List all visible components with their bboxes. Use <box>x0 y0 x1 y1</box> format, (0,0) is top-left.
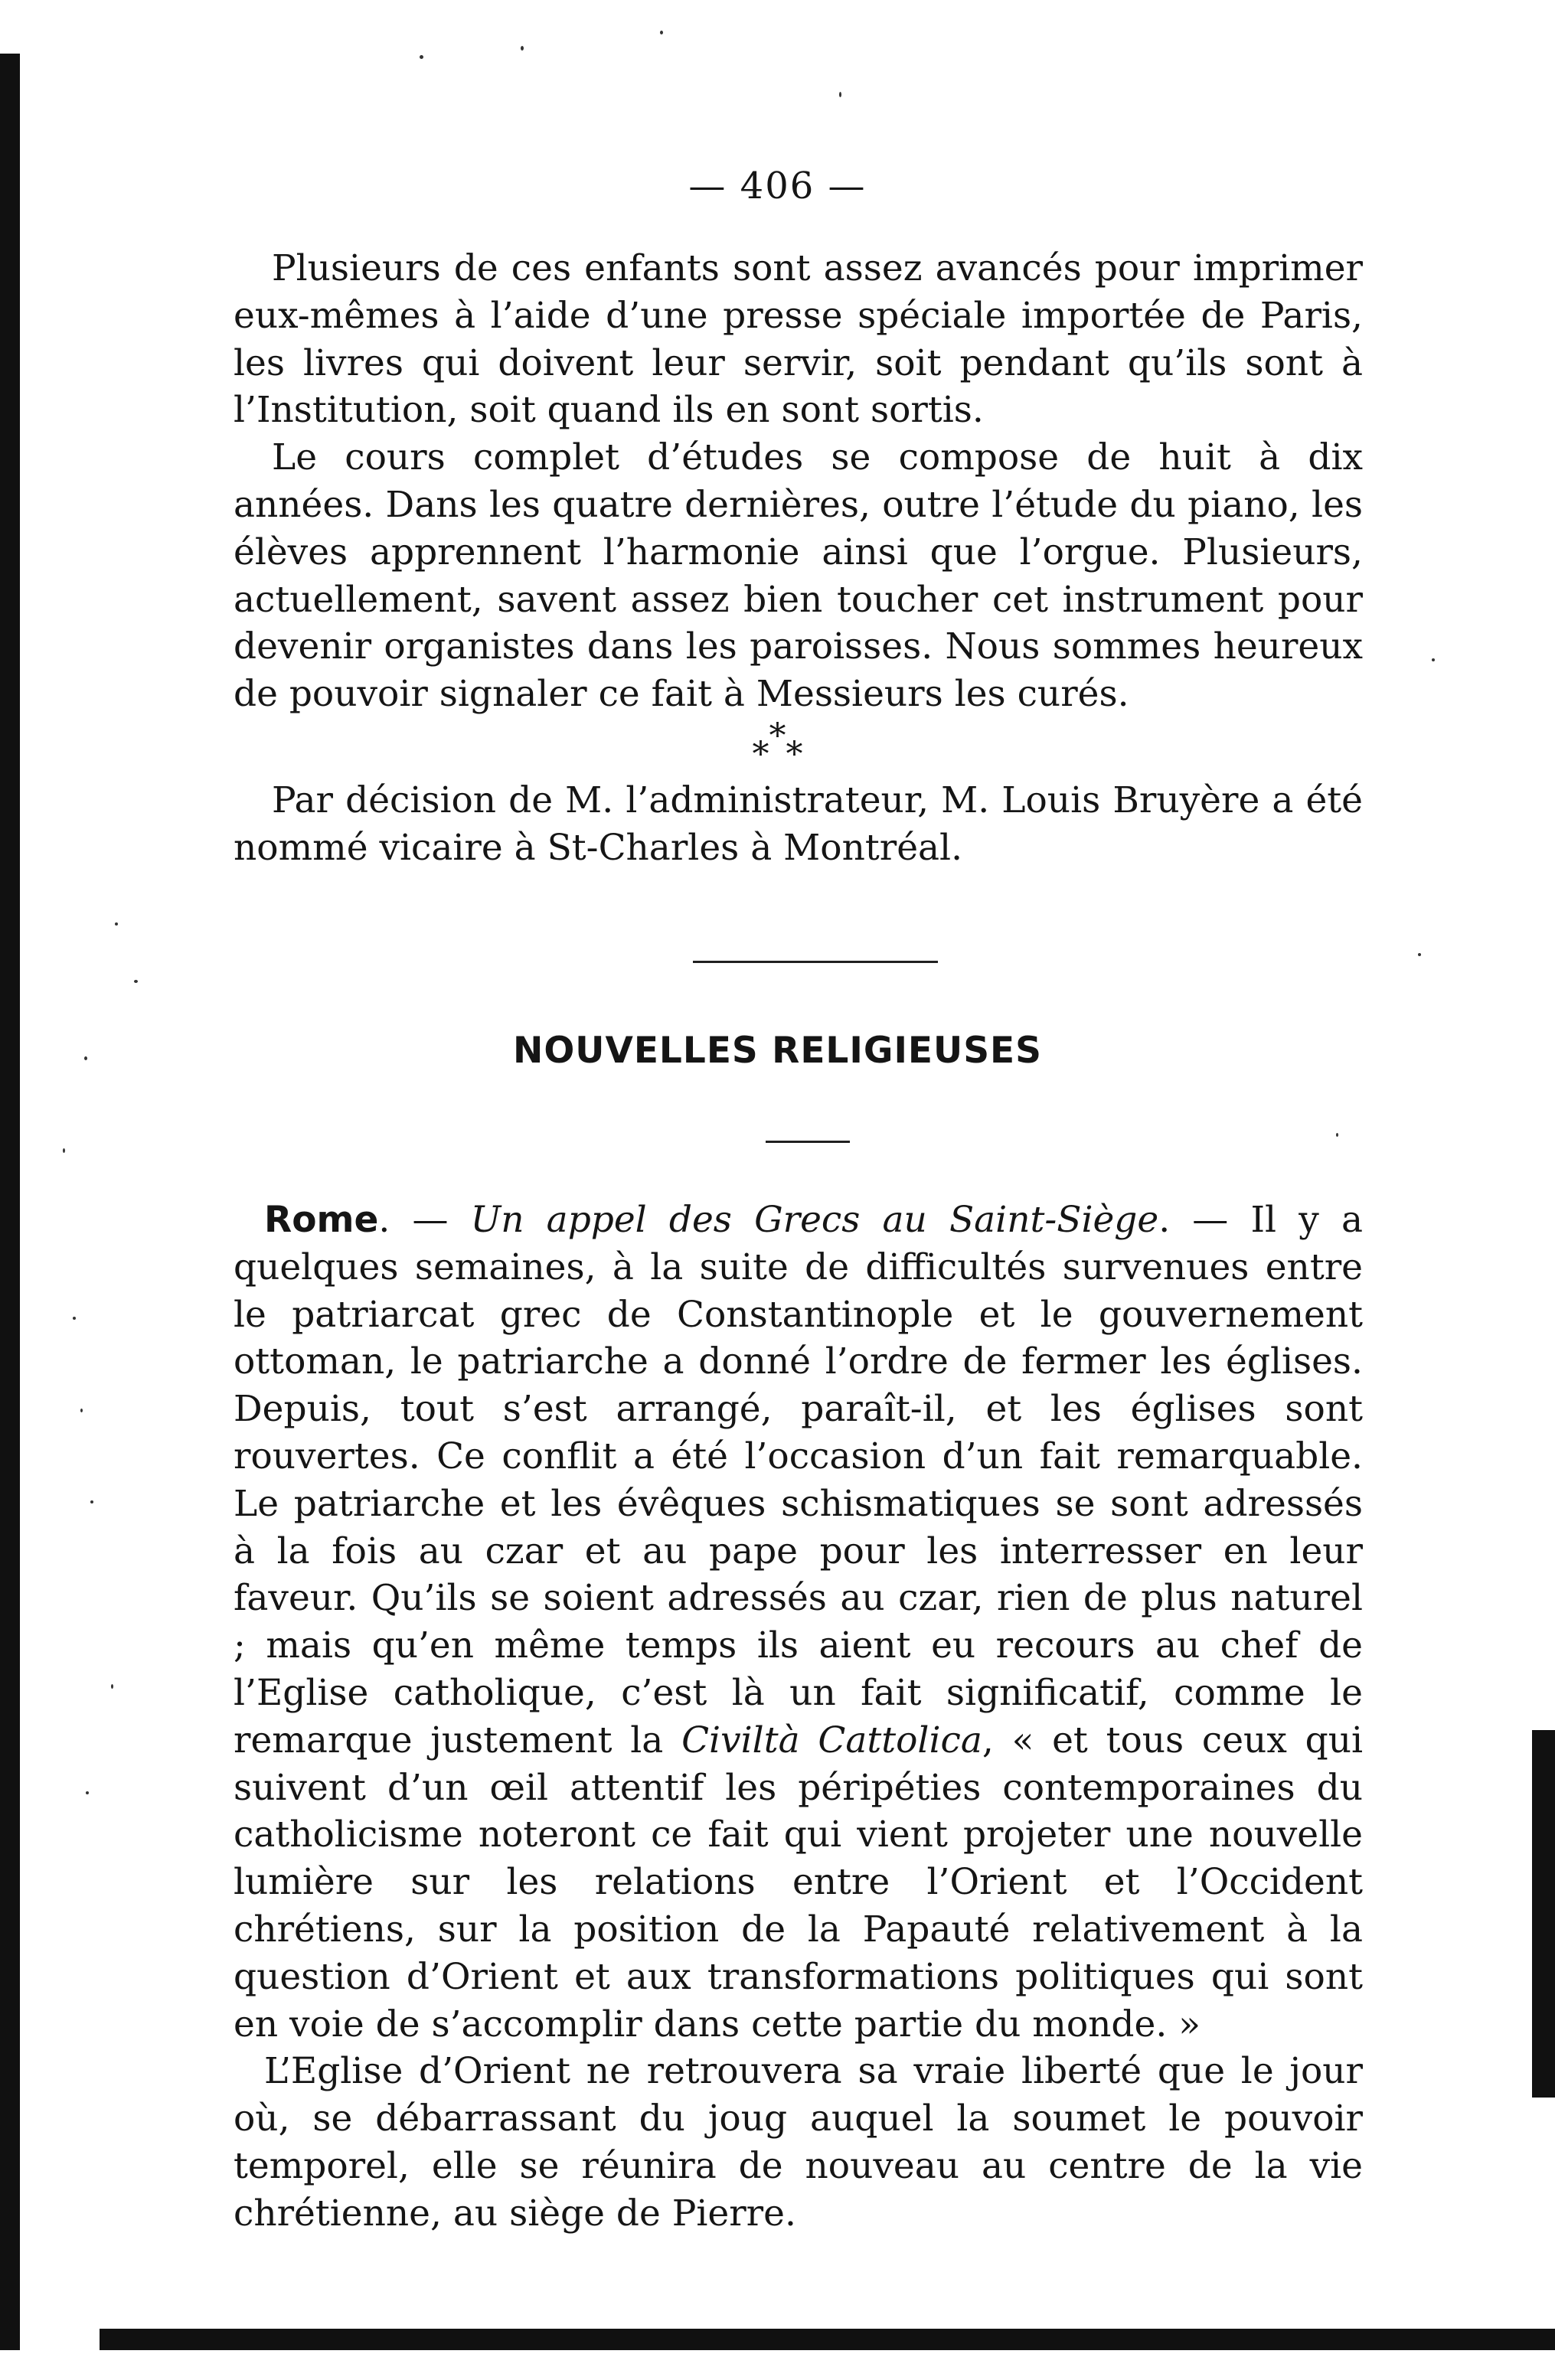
asterism-separator <box>0 717 1555 774</box>
scan-border-bottom <box>100 2329 1555 2350</box>
scan-border-left <box>0 54 20 2350</box>
article-source: Civiltà Cattolica <box>681 1719 982 1761</box>
rome-paragraph <box>234 1197 1363 2048</box>
asterism-star-right: * <box>786 735 803 774</box>
article-quote: , « et tous ceux qui suivent d’un œil attentif les péripéties contemporaines du catholicisme noteront ce fait qui vient projeter une nouvelle lumière sur les relations entre l’Orient et l’Occident chrétiens, sur la position de la Papauté relativement à la question d’Orient et aux transformations politiques qui sont en voie de s’accomplir dans cette partie du monde. » <box>234 1719 1363 2045</box>
article-headline: Un appel des Grecs au Saint-Siège <box>470 1199 1159 1241</box>
article-dash-1: . — <box>378 1199 471 1241</box>
paragraph-printing: Plusieurs de ces enfants sont assez avancés pour imprimer eux-mêmes à l’aide d’une presse spéciale importée de Paris, les livres qui doivent leur servir, soit pendant qu’ils sont à l’Institution, soit quand ils en sont sortis. <box>234 247 1363 432</box>
intro-text-block <box>234 245 1363 718</box>
article-dash-2: . — <box>1158 1199 1251 1241</box>
paragraph-course: Le cours complet d’études se compose de huit à dix années. Dans les quatre dernières, outre l’étude du piano, les élèves apprennent l’harmonie ainsi que l’orgue. Plusieurs, actuellement, savent assez bien toucher cet instrument pour devenir organistes dans les paroisses. Nous sommes heureux de pouvoir signaler ce fait à Messieurs les curés. <box>234 436 1363 716</box>
paragraph-conclusion: L’Eglise d’Orient ne retrouvera sa vraie liberté que le jour où, se débarrassant du joug auquel la soumet le pouvoir temporel, elle se réunira de nouveau au centre de la vie chrétienne, au siège de Pierre. <box>234 2050 1363 2235</box>
section-title: NOUVELLES RELIGIEUSES <box>512 1030 1043 1072</box>
scan-border-right <box>1532 1730 1555 2098</box>
page-number: — 406 — <box>688 165 867 207</box>
article-body: Il y a quelques semaines, à la suite de difficultés survenues entre le patriarcat grec de Constantinople et le gouvernement ottoman, le patriarche a donné l’ordre de fermer les églises. Depuis, tout s’est arrangé, paraît-il, et les églises sont rouvertes. Ce conflit a été l’occasion d’un fait remarquable. Le patriarche et les évêques schismatiques se sont adressés à la fois au czar et au pape pour les interresser en leur faveur. Qu’ils se soient adressés au czar, rien de plus naturel ; mais qu’en même temps ils aient eu recours au chef de l’Eglise catholique, c’est là un fait significatif, comme le remarque justement la <box>234 1199 1363 1761</box>
asterism-star-top: * <box>769 717 786 756</box>
rome-article <box>234 1197 1363 2238</box>
article-place: Rome <box>264 1199 379 1241</box>
appointment-text-block <box>234 777 1363 872</box>
paragraph-appointment: Par décision de M. l’administrateur, M. Louis Bruyère a été nommé vicaire à St-Charles à Montréal. <box>234 779 1363 869</box>
section-rule-top <box>693 961 938 963</box>
asterism-star-left: * <box>752 735 769 774</box>
section-rule-bottom <box>766 1141 850 1143</box>
